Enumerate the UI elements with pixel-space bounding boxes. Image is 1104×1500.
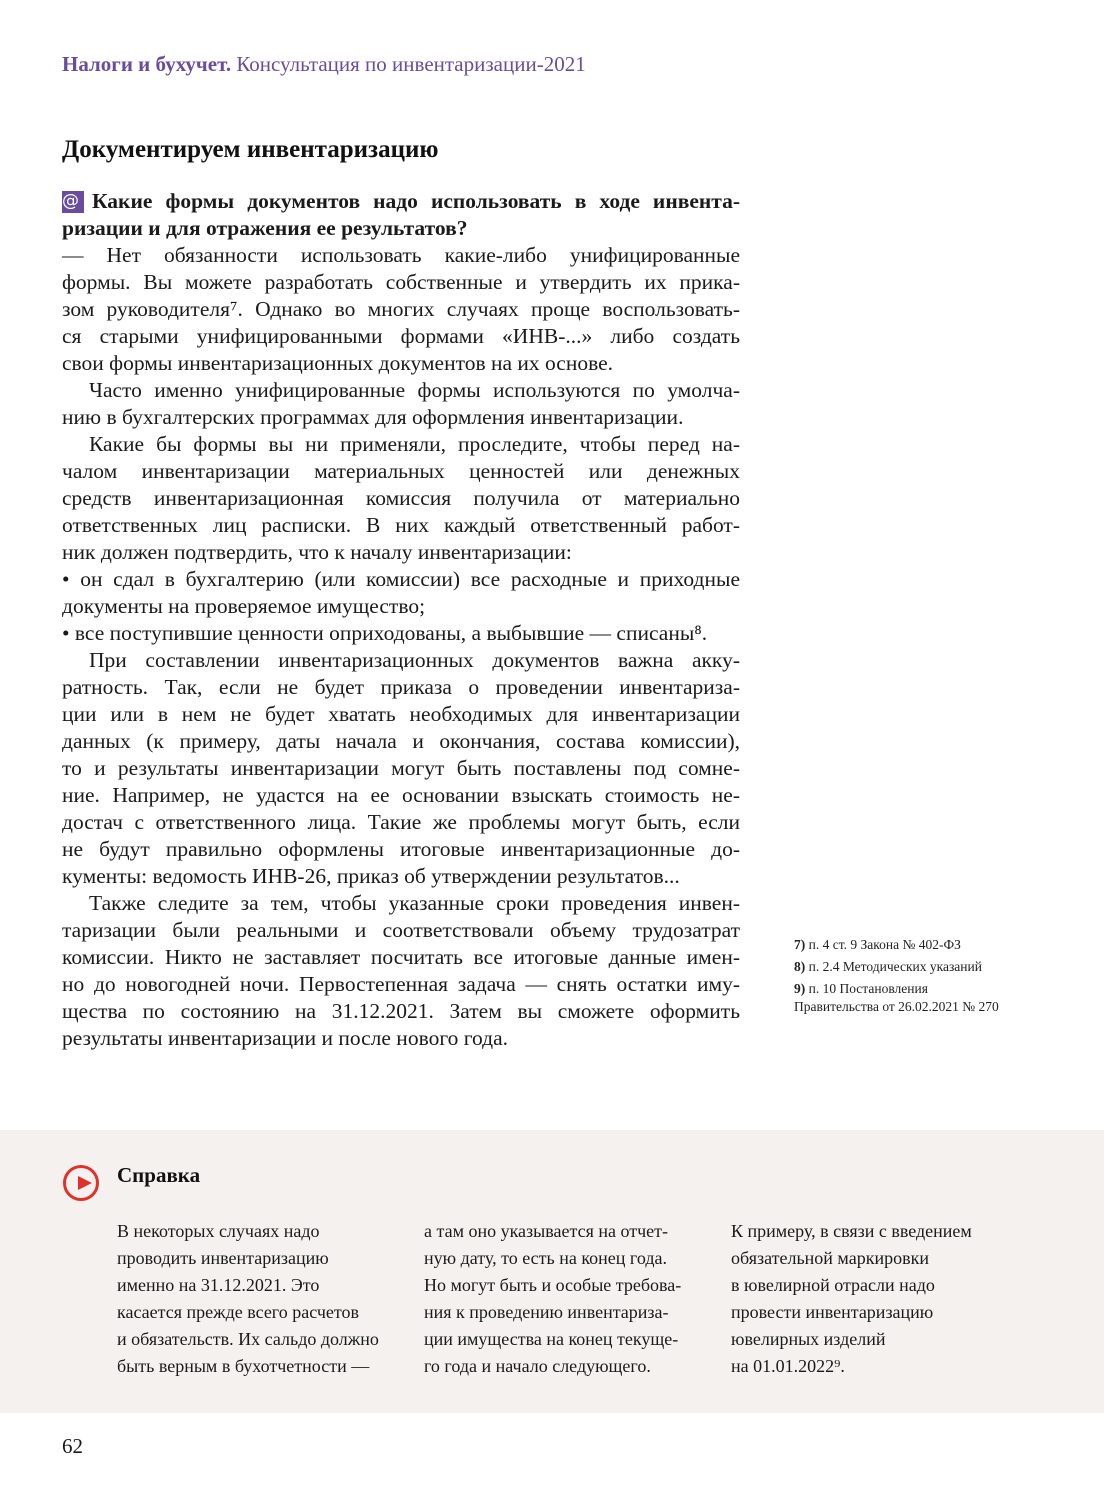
text-line bbox=[62, 566, 740, 593]
text-line: обязательной маркировки bbox=[731, 1248, 929, 1268]
line-text: щества по состоянию на 31.12.2021. Затем вы сможете оформить bbox=[62, 999, 740, 1023]
text-line bbox=[62, 404, 740, 431]
text-line bbox=[62, 755, 740, 782]
text-line: ния к проведению инвентариза- bbox=[424, 1302, 669, 1322]
reference-column bbox=[117, 1218, 407, 1380]
text-line bbox=[62, 620, 740, 647]
line-text: Также следите за тем, чтобы указанные сроки проведения инвен- bbox=[89, 891, 740, 915]
paragraph bbox=[62, 431, 740, 566]
text-line: а там оно указывается на отчет- bbox=[424, 1221, 669, 1241]
text-line: и обязательств. Их сальдо должно bbox=[117, 1329, 379, 1349]
header-subtitle: Консультация по инвентаризации-2021 bbox=[236, 52, 586, 76]
text-line bbox=[62, 674, 740, 701]
text-line bbox=[62, 350, 740, 377]
line-text: ся старыми унифицированными формами «ИНВ-...» либо создать bbox=[62, 324, 740, 348]
paragraph bbox=[62, 620, 740, 647]
footnote bbox=[794, 958, 1004, 976]
text-line bbox=[62, 728, 740, 755]
text-line bbox=[62, 512, 740, 539]
text-line bbox=[62, 1025, 740, 1052]
reference-box bbox=[0, 1130, 1104, 1413]
line-text: средств инвентаризационная комиссия получила от материально bbox=[62, 486, 740, 510]
text-line bbox=[62, 863, 740, 890]
text-line bbox=[62, 188, 740, 215]
line-text: но до новогодней ночи. Первостепенная задача — снять остатки иму- bbox=[62, 972, 740, 996]
text-line: проводить инвентаризацию bbox=[117, 1248, 329, 1268]
text-line: на 01.01.2022⁹. bbox=[731, 1356, 845, 1376]
page-number: 62 bbox=[62, 1434, 83, 1458]
text-line bbox=[62, 809, 740, 836]
text-line: в ювелирной отрасли надо bbox=[731, 1275, 935, 1295]
footnote-number: 7) bbox=[794, 937, 806, 952]
text-line bbox=[62, 836, 740, 863]
line-text: формы. Вы можете разработать собственные и утвердить их прика- bbox=[62, 270, 740, 294]
line-text: данных (к примеру, даты начала и окончания, состава комиссии), bbox=[62, 729, 740, 753]
line-text: комиссии. Никто не заставляет посчитать все итоговые данные имен- bbox=[62, 945, 740, 969]
reference-title: Справка bbox=[117, 1163, 201, 1187]
line-text: — Нет обязанности использовать какие-либо унифицированные bbox=[62, 243, 740, 267]
text-line bbox=[62, 377, 740, 404]
line-text: таризации были реальными и соответствовали объему трудозатрат bbox=[62, 918, 740, 942]
paragraph bbox=[62, 890, 740, 1052]
text-line: быть верным в бухотчетности — bbox=[117, 1356, 370, 1376]
text-line: ции имущества на конец текуще- bbox=[424, 1329, 679, 1349]
line-text: ник должен подтвердить, что к началу инвентаризации: bbox=[62, 540, 572, 564]
line-text: зом руководителя⁷. Однако во многих случаях проще воспользовать- bbox=[62, 297, 740, 321]
line-text: ние. Например, не удастся на ее основании взыскать стоимость не- bbox=[62, 783, 740, 807]
text-line bbox=[62, 215, 740, 242]
header-section: Налоги и бухучет. bbox=[62, 52, 232, 76]
footnote bbox=[794, 980, 1004, 1016]
text-line: ювелирных изделий bbox=[731, 1329, 886, 1349]
text-line bbox=[62, 593, 740, 620]
line-text: Часто именно унифицированные формы используются по умолча- bbox=[89, 378, 740, 402]
text-line bbox=[62, 296, 740, 323]
footnote-number: 9) bbox=[794, 981, 806, 996]
text-line bbox=[62, 971, 740, 998]
paragraph bbox=[62, 566, 740, 620]
running-header bbox=[62, 52, 586, 77]
line-text: кументы: ведомость ИНВ-26, приказ об утверждении результатов... bbox=[62, 864, 680, 888]
text-line: К примеру, в связи с введением bbox=[731, 1221, 972, 1241]
question bbox=[62, 188, 740, 242]
line-text: не будут правильно оформлены итоговые инвентаризационные до- bbox=[62, 837, 740, 861]
line-text: • все поступившие ценности оприходованы, а выбывшие — списаны⁸. bbox=[62, 621, 708, 645]
text-line bbox=[62, 782, 740, 809]
line-text: чалом инвентаризации материальных ценностей или денежных bbox=[62, 459, 740, 483]
footnotes bbox=[794, 936, 1004, 1020]
footnote bbox=[794, 936, 1004, 954]
line-text: результаты инвентаризации и после нового года. bbox=[62, 1026, 508, 1050]
text-line bbox=[62, 431, 740, 458]
text-line: В некоторых случаях надо bbox=[117, 1221, 320, 1241]
line-text: • он сдал в бухгалтерию (или комиссии) все расходные и приходные bbox=[62, 567, 740, 591]
text-line bbox=[62, 539, 740, 566]
text-line bbox=[62, 323, 740, 350]
text-line: касается прежде всего расчетов bbox=[117, 1302, 360, 1322]
line-text: ризации и для отражения ее результатов? bbox=[62, 216, 468, 240]
line-text: нию в бухгалтерских программах для оформления инвентаризации. bbox=[62, 405, 684, 429]
text-line bbox=[62, 269, 740, 296]
article-body bbox=[62, 188, 740, 1052]
line-text: ответственных лиц расписки. В них каждый ответственный работ- bbox=[62, 513, 740, 537]
text-line: ную дату, то есть на конец года. bbox=[424, 1248, 667, 1268]
footnote-number: 8) bbox=[794, 959, 806, 974]
text-line bbox=[62, 647, 740, 674]
line-text: то и результаты инвентаризации могут быть поставлены под сомне- bbox=[62, 756, 740, 780]
paragraph bbox=[62, 647, 740, 890]
footnote-text: п. 10 Постановления Правительства от 26.02.2021 № 270 bbox=[794, 981, 999, 1014]
footnote-text: п. 4 ст. 9 Закона № 402-ФЗ bbox=[808, 937, 961, 952]
line-text: достач с ответственного лица. Такие же проблемы могут быть, если bbox=[62, 810, 740, 834]
text-line bbox=[62, 917, 740, 944]
paragraph bbox=[62, 242, 740, 377]
footnote-text: п. 2.4 Методических указаний bbox=[808, 959, 982, 974]
text-line: именно на 31.12.2021. Это bbox=[117, 1275, 320, 1295]
text-line: Но могут быть и особые требова- bbox=[424, 1275, 682, 1295]
line-text: ратность. Так, если не будет приказа о проведении инвентариза- bbox=[62, 675, 740, 699]
text-line bbox=[62, 242, 740, 269]
reference-column bbox=[731, 1218, 1021, 1380]
text-line bbox=[62, 701, 740, 728]
paragraph bbox=[62, 377, 740, 431]
reference-column bbox=[424, 1218, 714, 1380]
text-line bbox=[62, 458, 740, 485]
section-title: Документируем инвентаризацию bbox=[62, 136, 439, 163]
text-line bbox=[62, 944, 740, 971]
text-line bbox=[62, 485, 740, 512]
at-icon: @ bbox=[62, 191, 84, 213]
play-circle-icon bbox=[63, 1165, 99, 1201]
line-text: Какие бы формы вы ни применяли, проследите, чтобы перед на- bbox=[89, 432, 740, 456]
line-text: Какие формы документов надо использовать в ходе инвента- bbox=[92, 189, 740, 213]
line-text: документы на проверяемое имущество; bbox=[62, 594, 426, 618]
text-line bbox=[62, 998, 740, 1025]
text-line: провести инвентаризацию bbox=[731, 1302, 934, 1322]
text-line: го года и начало следующего. bbox=[424, 1356, 651, 1376]
line-text: ции или в нем не будет хватать необходимых для инвентаризации bbox=[62, 702, 740, 726]
text-line bbox=[62, 890, 740, 917]
line-text: При составлении инвентаризационных документов важна акку- bbox=[89, 648, 740, 672]
line-text: свои формы инвентаризационных документов на их основе. bbox=[62, 351, 614, 375]
